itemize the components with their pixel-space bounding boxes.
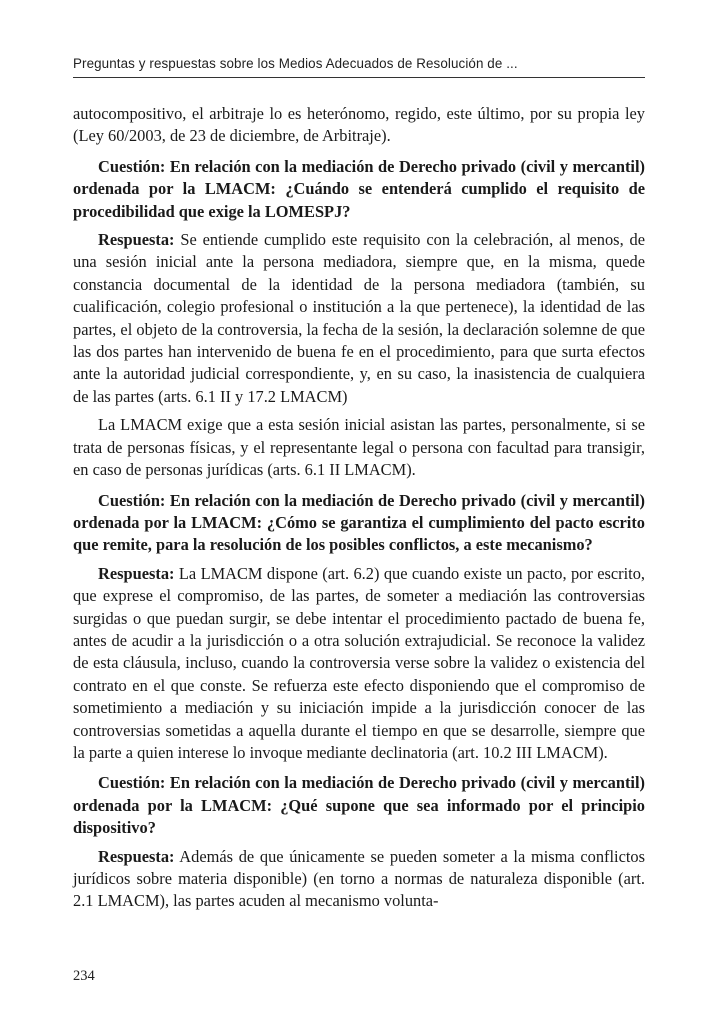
question-3: Cuestión: En relación con la mediación de Derecho privado (civil y mercantil) ordenada por la LMACM: ¿Qué supone que sea informado por el principio dispositivo?: [73, 773, 645, 838]
answer-text: Además de que únicamente se pueden someter a la misma conflictos jurídicos sobre materia disponible) (en torno a normas de naturaleza disponible (art. 2.1 LMACM), las partes acuden al mecanismo volunta-: [73, 846, 645, 911]
answer-text: La LMACM dispone (art. 6.2) que cuando existe un pacto, por escrito, que exprese el compromiso, de las partes, de someter a mediación las controversias surgidas o que puedan surgir, se debe intentar el procedimiento pactado de buena fe, antes de acudir a la jurisdicción o a otra solución extrajudicial. Se reconoce la validez de esta cláusula, incluso, cuando la controversia verse sobre la validez o existencia del contrato en el que conste. Se refuerza este efecto disponiendo que el compromiso de sometimiento a mediación y su iniciación impide a la jurisdicción conocer de las controversias sometidas a aquella durante el tiempo en que se desarrolle, siempre que la parte a quien interese lo invoque mediante declinatoria (art. 10.2 III LMACM).: [73, 563, 645, 762]
question-1: Cuestión: En relación con la mediación de Derecho privado (civil y mercantil) ordenada por la LMACM: ¿Cuándo se entenderá cumplido el requisito de procedibilidad que exige la LOMESPJ?: [73, 156, 645, 221]
answer-1: [73, 229, 645, 408]
answer-3: [73, 846, 645, 913]
question-2: Cuestión: En relación con la mediación de Derecho privado (civil y mercantil) ordenada por la LMACM: ¿Cómo se garantiza el cumplimiento del pacto escrito que remite, para la resolución de los posibles conflictos, a este mecanismo?: [73, 490, 645, 555]
running-header: Preguntas y respuestas sobre los Medios Adecuados de Resolución de ...: [73, 55, 645, 78]
answer-label: Respuesta:: [98, 230, 175, 250]
page-body: [73, 103, 645, 919]
answer-label: Respuesta:: [98, 846, 175, 866]
answer-1-continued: La LMACM exige que a esta sesión inicial asistan las partes, personalmente, si se trata de personas físicas, y el representante legal o persona con facultad para transigir, en caso de personas jurídicas (arts. 6.1 II LMACM).: [73, 415, 645, 480]
answer-label: Respuesta:: [98, 563, 175, 583]
page-number: 234: [73, 968, 95, 984]
paragraph-intro: autocompositivo, el arbitraje lo es heterónomo, regido, este último, por su propia ley (Ley 60/2003, de 23 de diciembre, de Arbitraje).: [73, 104, 645, 146]
answer-text: Se entiende cumplido este requisito con la celebración, al menos, de una sesión inicial ante la persona mediadora, siempre que, en la misma, quede constancia documental de la identidad de la persona mediadora (también, su cualificación, colegio profesional o institución a la que pertenece), la identidad de las partes, el objeto de la controversia, la fecha de la sesión, la declaración solemne de que las dos partes han intervenido de buena fe en el procedimiento, para que surta efectos ante la autoridad judicial correspondiente, y, en su caso, la inasistencia de cualquiera de las partes (arts. 6.1 II y 17.2 LMACM): [73, 230, 645, 406]
answer-2: [73, 563, 645, 765]
